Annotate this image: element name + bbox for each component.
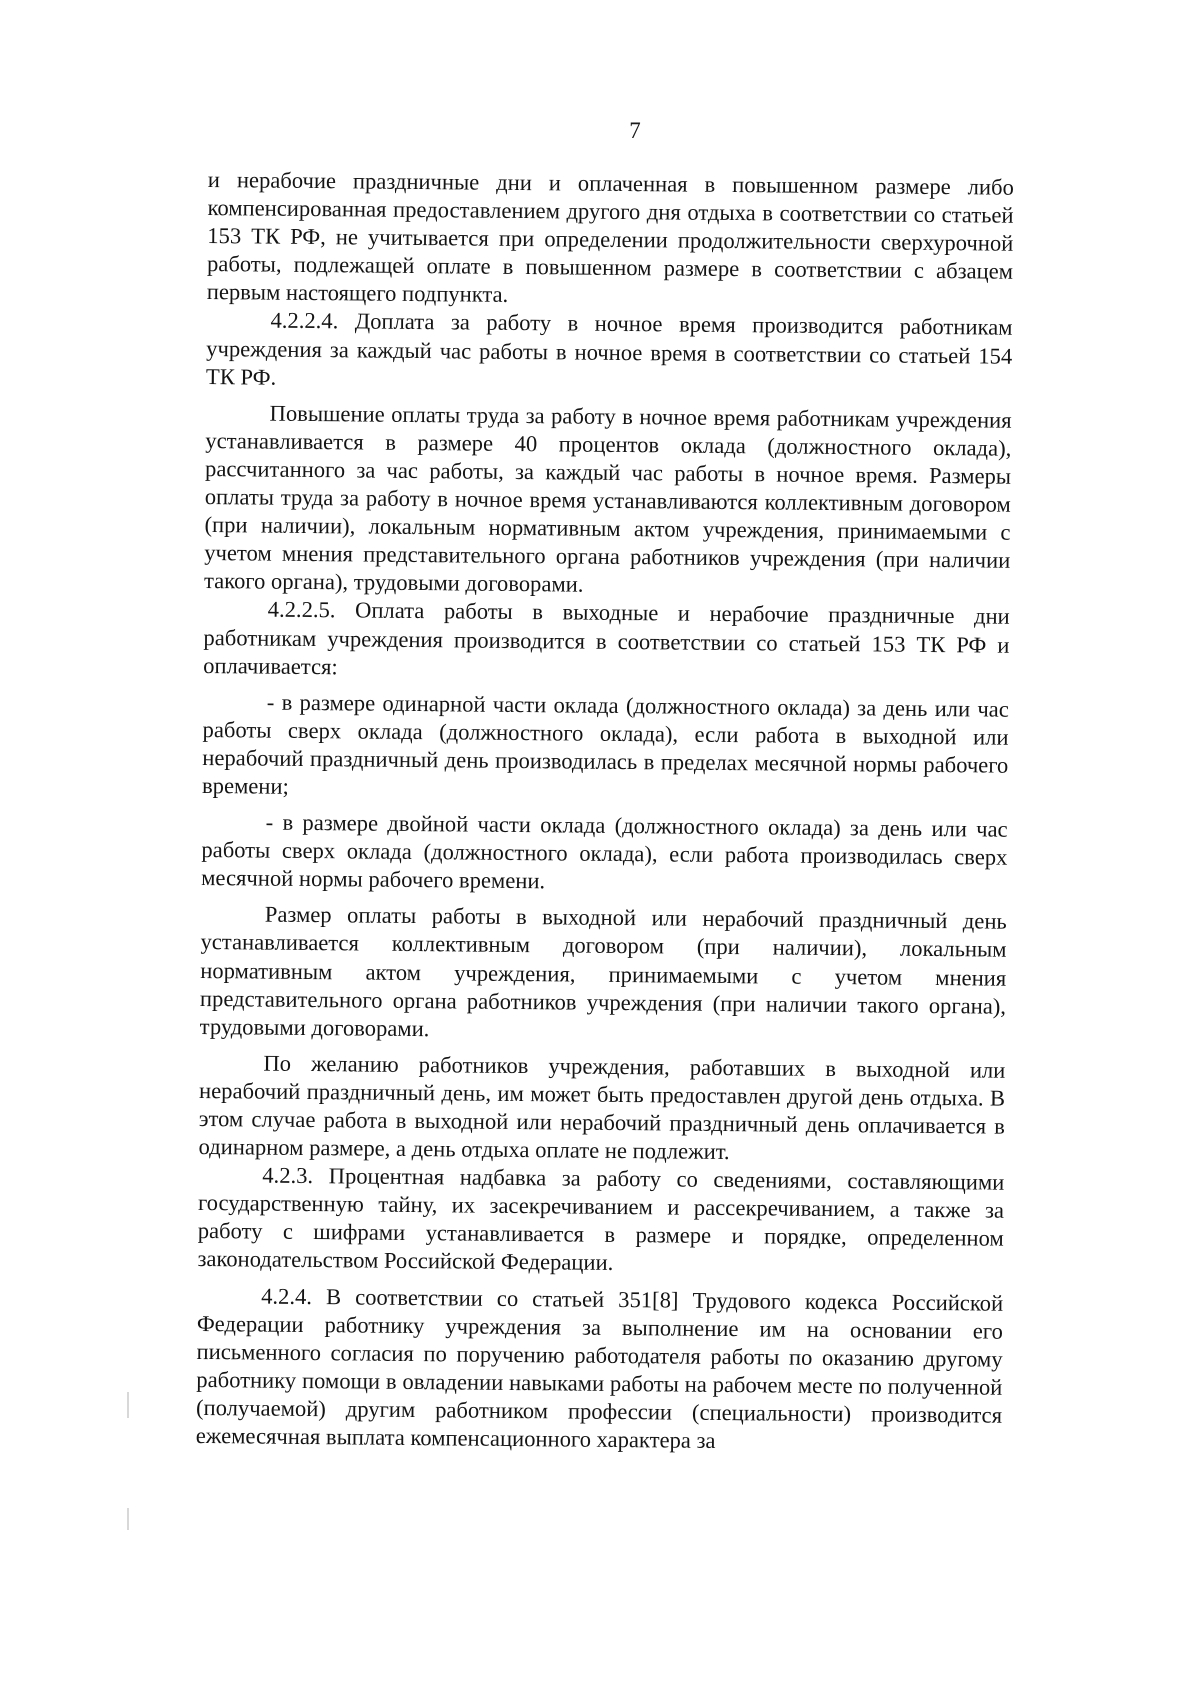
scan-margin-mark	[127, 1392, 129, 1418]
list-item-double-rate: - в размере двойной части оклада (должностного оклада) за день или час работы сверх оклада (должностного оклада), если работа производилась сверх месячной нормы рабочего времени.	[201, 809, 1008, 894]
paragraph-continuation: и нерабочие праздничные дни и оплаченная в повышенном размере либо компенсированная предоставлением другого дня отдыха в соответствии со статьей 153 ТК РФ, не учитывается при определении продолжительности сверхурочной работы, подлежащей оплате в повышенном размере в соответствии с абзацем первым настоящего подпункта.	[206, 166, 1014, 308]
paragraph-4-2-2-4: 4.2.2.4. Доплата за работу в ночное время производится работникам учреждения за каждый час работы в ночное время в соответствии со статьей 154 ТК РФ.	[205, 308, 1013, 390]
document-body	[196, 166, 1014, 1458]
page-number: 7	[629, 118, 641, 143]
paragraph-4-2-4: 4.2.4. В соответствии со статьей 351[8] Трудового кодекса Российской Федерации работнику учреждения за выполнение им на основании его письменного согласия по поручению работодателя работы по оказанию другому работнику помощи в овладении навыками работы на рабочем месте по полученной (получаемой) другим работником профессии (специальности) производится ежемесячная выплата компенсационного характера за	[195, 1283, 1004, 1453]
paragraph-holiday-pay-size: Размер оплаты работы в выходной или нерабочий праздничный день устанавливается коллективным договором (при наличии), локальным нормативным актом учреждения, принимаемыми с учетом мнения представительного органа работников учреждения (при наличии такого органа), трудовыми договорами.	[199, 901, 1007, 1041]
paragraph-4-2-3: 4.2.3. Процентная надбавка за работу со сведениями, составляющими государственную тайну, их засекречиванием и рассекречиванием, а также за работу с шифрами устанавливается в размере и порядке, определенном законодательством Российской Федерации.	[197, 1162, 1005, 1276]
paragraph-night-pay-increase: Повышение оплаты труда за работу в ночное время работникам учреждения устанавливается в размере 40 процентов оклада (должностного оклада), рассчитанного за час работы, за каждый час работы в ночное время. Размеры оплаты труда за работу в ночное время устанавливаются коллективным договором (при наличии), локальным нормативным актом учреждения, принимаемыми с учетом мнения представительного органа работников учреждения (при наличии такого органа), трудовыми договорами.	[203, 400, 1012, 597]
list-item-single-rate: - в размере одинарной части оклада (должностного оклада) за день или час работы сверх оклада (должностного оклада), если работа в выходной или нерабочий праздничный день производилась в пределах месячной нормы рабочего времени;	[201, 689, 1009, 799]
scan-margin-mark	[127, 1508, 129, 1530]
paragraph-day-off-option: По желанию работников учреждения, работавших в выходной или нерабочий праздничный день, им может быть предоставлен другой день отдыха. В этом случае работа в выходной или нерабочий праздничный день оплачивается в одинарном размере, а день отдыха оплате не подлежит.	[198, 1050, 1006, 1165]
paragraph-4-2-2-5: 4.2.2.5. Оплата работы в выходные и нерабочие праздничные дни работникам учреждения производится в соответствии со статьей 153 ТК РФ и оплачивается:	[203, 597, 1010, 679]
